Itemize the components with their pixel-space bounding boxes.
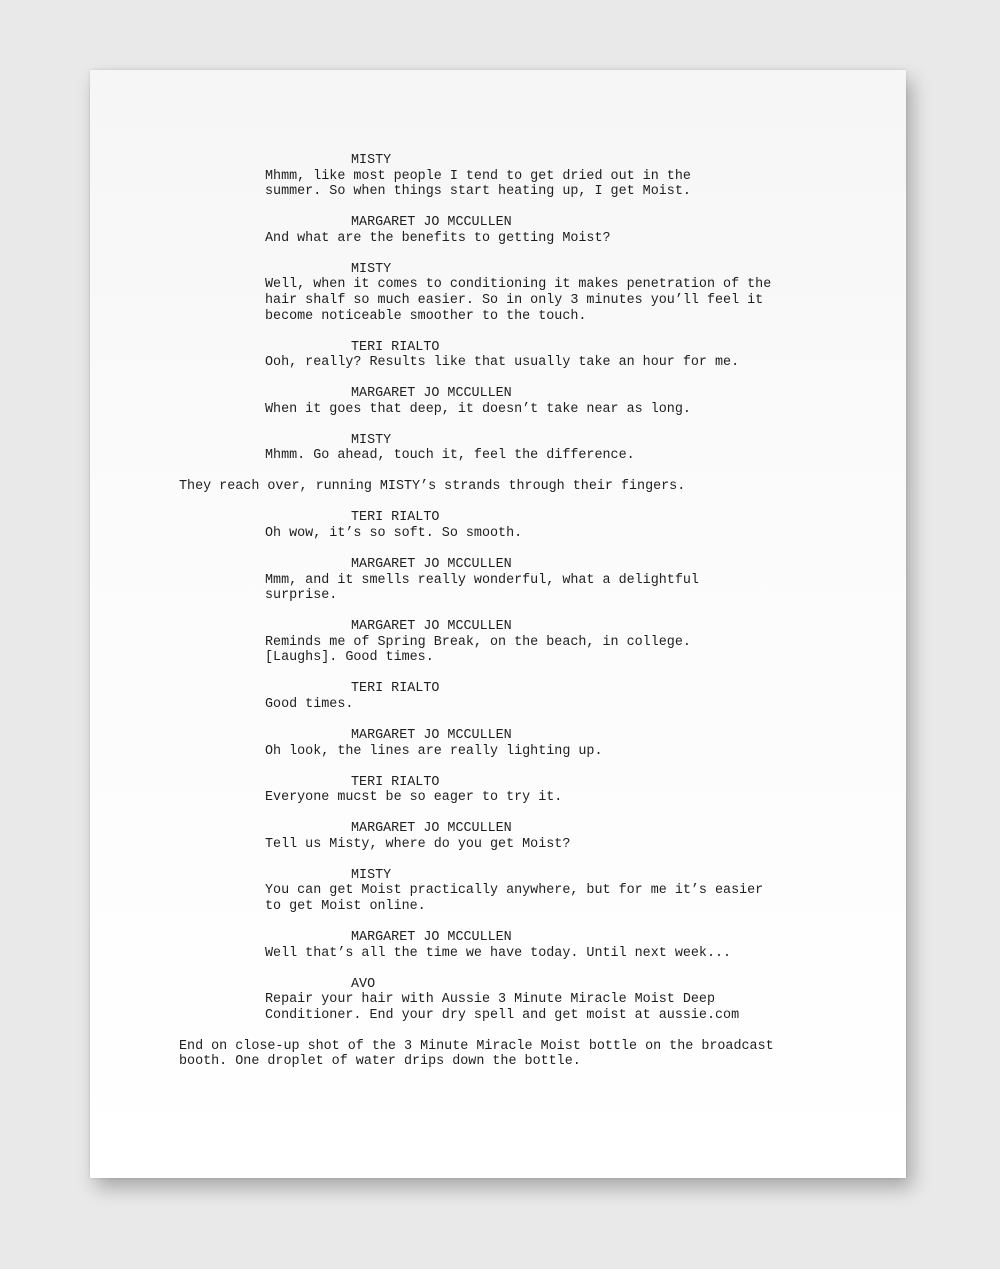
dialogue-line: Everyone mucst be so eager to try it. [265,790,563,806]
screenplay-body [90,70,906,1178]
character-name: MARGARET JO MCCULLEN [351,215,512,231]
dialogue-line: summer. So when things start heating up, I get Moist. [265,184,691,200]
character-name: TERI RIALTO [351,774,440,790]
dialogue-line: Reminds me of Spring Break, on the beach, in college. [265,634,691,650]
dialogue-line: Conditioner. End your dry spell and get moist at aussie.com [265,1007,740,1023]
character-name: TERI RIALTO [351,510,440,526]
action-line: End on close-up shot of the 3 Minute Miracle Moist bottle on the broadcast [179,1038,774,1054]
character-name: MISTY [351,261,392,277]
dialogue-line: Oh look, the lines are really lighting up. [265,743,603,759]
dialogue-line: Tell us Misty, where do you get Moist? [265,836,571,852]
dialogue-line: Well, when it comes to conditioning it makes penetration of the [265,277,772,293]
character-name: TERI RIALTO [351,681,440,697]
dialogue-line: Mmm, and it smells really wonderful, what a delightful [265,572,699,588]
character-name: MARGARET JO MCCULLEN [351,821,512,837]
dialogue-line: Good times. [265,697,354,712]
dialogue-line: And what are the benefits to getting Moist? [265,230,611,246]
character-name: MISTY [351,432,392,448]
character-name: MISTY [351,153,392,168]
dialogue-line: [Laughs]. Good times. [265,650,434,666]
dialogue-line: Repair your hair with Aussie 3 Minute Miracle Moist Deep [265,992,715,1008]
action-line: They reach over, running MISTY’s strands through their fingers. [179,479,686,495]
character-name: MARGARET JO MCCULLEN [351,619,512,635]
character-name: MARGARET JO MCCULLEN [351,386,512,402]
character-name: MARGARET JO MCCULLEN [351,557,512,572]
dialogue-line: surprise. [265,588,338,604]
dialogue-line: You can get Moist practically anywhere, but for me it’s easier [265,883,764,899]
character-name: AVO [351,976,376,992]
character-name: MARGARET JO MCCULLEN [351,930,512,945]
dialogue-line: When it goes that deep, it doesn’t take near as long. [265,401,691,417]
dialogue-line: to get Moist online. [265,899,426,914]
action-line: booth. One droplet of water drips down the bottle. [179,1054,581,1070]
dialogue-line: hair shalf so much easier. So in only 3 minutes you’ll feel it [265,293,764,308]
dialogue-line: Mhmm. Go ahead, touch it, feel the difference. [265,448,635,464]
character-name: MISTY [351,867,392,883]
dialogue-line: Ooh, really? Results like that usually take an hour for me. [265,355,740,371]
character-name: MARGARET JO MCCULLEN [351,728,512,743]
character-name: TERI RIALTO [351,339,440,355]
dialogue-line: Oh wow, it’s so soft. So smooth. [265,526,523,541]
dialogue-line: become noticeable smoother to the touch. [265,308,587,324]
dialogue-line: Well that’s all the time we have today. Until next week... [265,945,732,961]
script-page [90,70,906,1178]
dialogue-line: Mhmm, like most people I tend to get dried out in the [265,168,691,184]
